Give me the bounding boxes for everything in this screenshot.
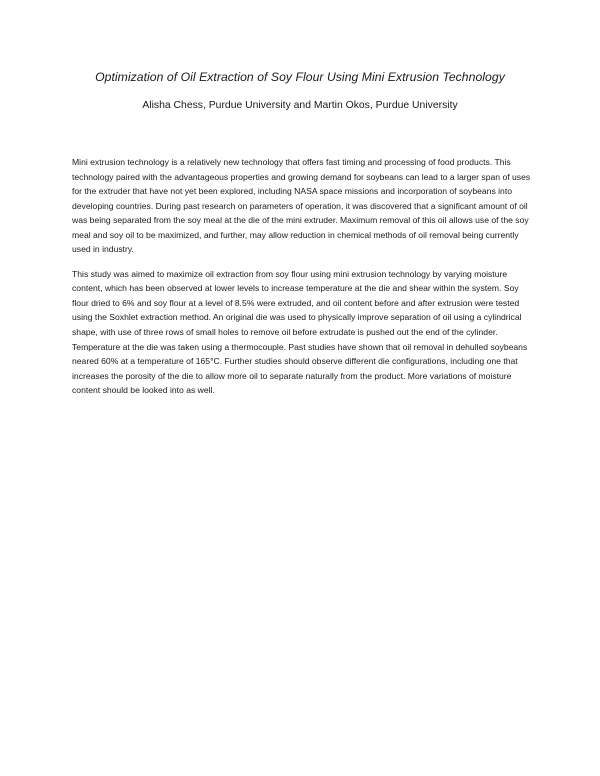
abstract-paragraph-2: This study was aimed to maximize oil extraction from soy flour using mini extrusion technology by varying moisture content, which has been observed at lower levels to increase temperature at the die and shear within the system. Soy flour dried to 6% and soy flour at a level of 8.5% were extruded, and oil content before and after extrusion were tested using the Soxhlet extraction method. An original die was used to physically improve separation of oil using a cylindrical shape, with use of three rows of small holes to remove oil before extrudate is pushed out the end of the cylinder. Temperature at the die was taken using a thermocouple. Past studies have shown that oil removal in dehulled soybeans neared 60% at a temperature of 165°C. Further studies should observe different die configurations, including one that increases the porosity of the die to allow more oil to separate naturally from the product. More variations of moisture content should be looked into as well. [72, 268, 528, 396]
abstract-body [72, 155, 532, 408]
paper-title: Optimization of Oil Extraction of Soy Flour Using Mini Extrusion Technology [95, 70, 505, 84]
abstract-paragraph-1: Mini extrusion technology is a relatively new technology that offers fast timing and processing of food products. This technology paired with the advantageous properties and growing demand for soybeans can lead to a larger span of uses for the extruder that have not yet been explored, including NASA space missions and incorporation of soybeans into developing countries. During past research on parameters of operation, it was discovered that a significant amount of oil was being separated from the soy meal at the die of the mini extruder. Maximum removal of this oil allows use of the soy meal and soy oil to be maximized, and further, may allow reduction in chemical methods of oil removal being currently used in industry. [72, 157, 531, 255]
paper-authors: Alisha Chess, Purdue University and Martin Okos, Purdue University [142, 100, 458, 111]
